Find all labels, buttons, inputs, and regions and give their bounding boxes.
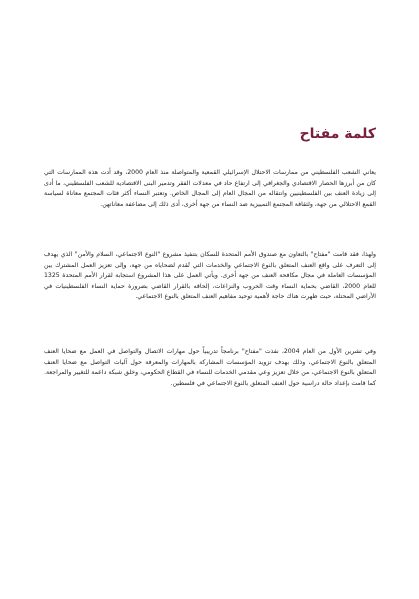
paragraph-3: وفي تشرين الأول من العام 2004، نفذت "مفتاح" برنامجاً تدريبياً حول مهارات الاتصال والتواصل في العمل مع ضحايا العنف المتعلق بالنوع الاجتماعي، وذلك بهدف تزويد المؤسسات المشاركة بالمهارات والمعرفة حول آليات التواصل مع ضحايا العنف المتعلق بالنوع الاجتماعي، من خلال تعزيز وعي مقدمي الخدمات للنساء في القطاع الحكومي، وخلق شبكة داعمة للتغيير والمراجعة. كما قامت بإعداد حالة دراسية حول العنف المتعلق بالنوع الاجتماعي في فلسطين.: [44, 348, 376, 387]
paragraph-2: ولهذا، فقد قامت "مفتاح" بالتعاون مع صندوق الأمم المتحدة للسكان بتنفيذ مشروع "النوع الاجتماعي، السلام والأمن" الذي يهدف إلى التعرف على واقع العنف المتعلق بالنوع الاجتماعي والخدمات التي تُقدم لضحاياه من جهة، وإلى تعزيز العمل المشترك بين المؤسسات العاملة في مجال مكافحة العنف من جهة أخرى. ويأتي العمل على هذا المشروع استجابة لقرار الأمم المتحدة 1325 للعام 2000، القاضي بحماية النساء وقت الحروب والنزاعات، إلحاقه بالقرار القاضي بضرورة حماية النساء الفلسطينيات في الأراضي المحتلة، حيث ظهرت هناك حاجة لأهمية توحيد مفاهيم العنف المتعلق بالنوع الاجتماعي.: [44, 251, 377, 301]
page-title: كلمة مفتاح: [299, 126, 376, 142]
paragraph-1: يعاني الشعب الفلسطيني من ممارسات الاحتلال الإسرائيلي القمعية والمتواصلة منذ العام 2000، وقد أدت هذه الممارسات التي كان من أبرزها الحصار الاقتصادي والجغرافي إلى ارتفاع حاد في معدلات الفقر وتدمير البنى الاقتصادية للشعب الفلسطيني، ما أدى إلى زيادة العنف بين الفلسطينيين وانتقاله من المجال العام إلى المجال الخاص. وتعتبر النساء أكثر فئات المجتمع معاناة لسياسة القمع الاحتلالي من جهة، ولثقافة المجتمع التمييزية ضد النساء من جهة أخرى، أدى ذلك إلى مضاعفة معاناتهن.: [44, 169, 376, 208]
document-page: [44, 0, 376, 599]
